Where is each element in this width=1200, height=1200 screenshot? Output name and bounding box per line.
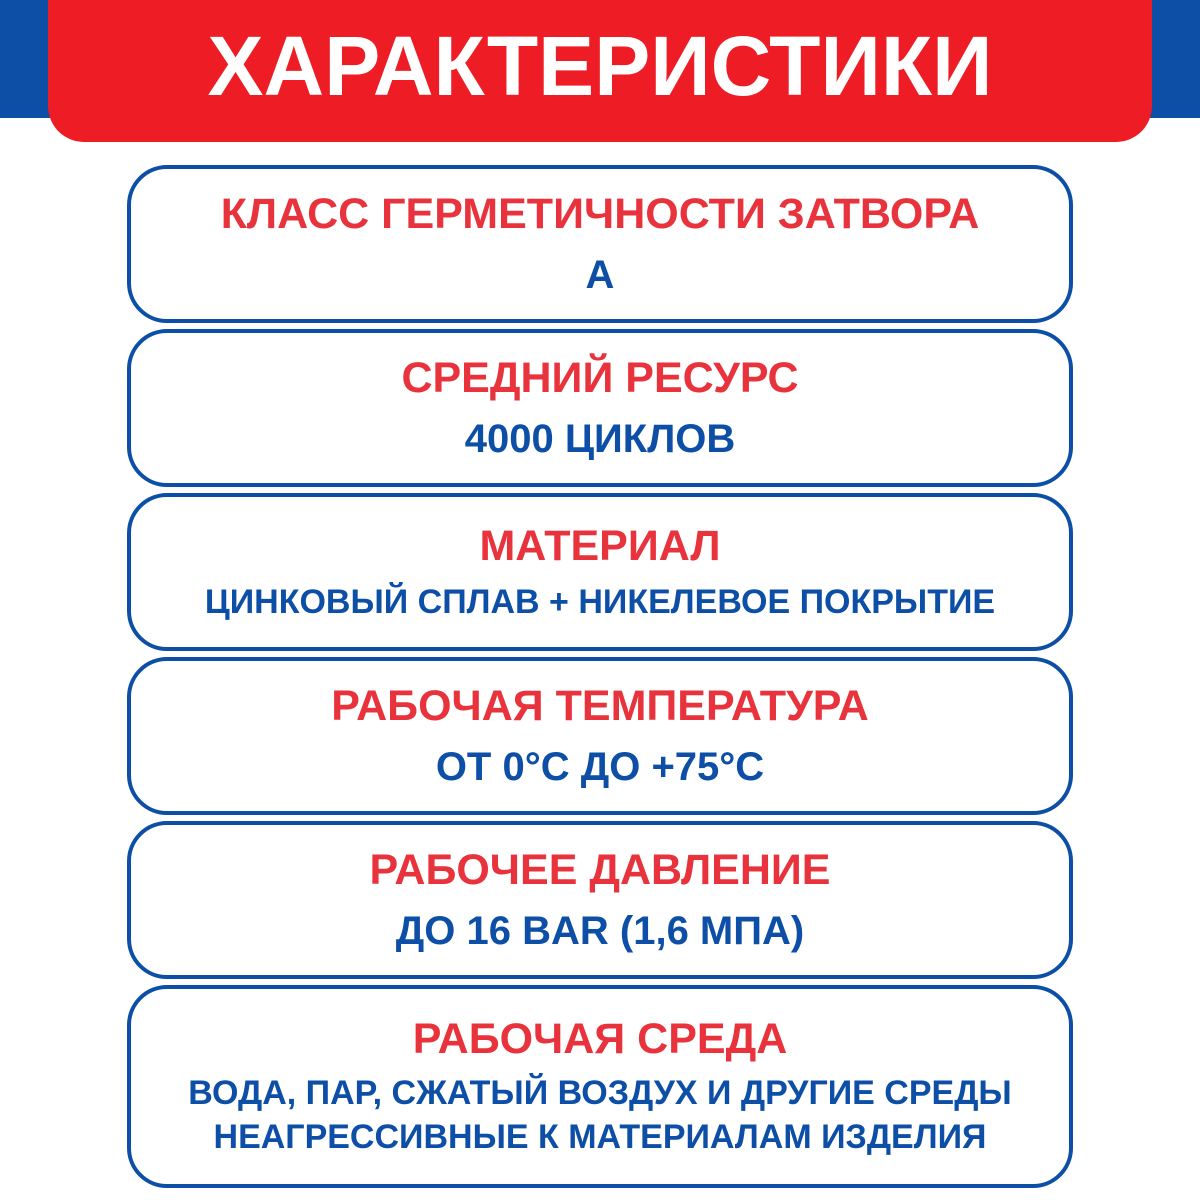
spec-value [188,1071,1011,1159]
spec-title: РАБОЧЕЕ ДАВЛЕНИЕ [369,846,831,895]
spec-value: ДО 16 BAR (1,6 МПА) [395,908,805,953]
spec-value: ОТ 0°С ДО +75°С [435,744,765,789]
spec-card-material [127,493,1073,651]
header-banner [48,0,1152,142]
spec-title: РАБОЧАЯ ТЕМПЕРАТУРА [331,682,869,731]
spec-card-medium [127,985,1073,1188]
spec-card-temperature [127,657,1073,815]
spec-value: 4000 ЦИКЛОВ [464,416,736,461]
spec-value-line: НЕАГРЕССИВНЫЕ К МАТЕРИАЛАМ ИЗДЕЛИЯ [213,1118,987,1157]
spec-value: А [585,252,615,297]
spec-title: МАТЕРИАЛ [479,521,721,570]
spec-title: СРЕДНИЙ РЕСУРС [401,354,799,403]
spec-list [127,165,1073,1188]
spec-value-line: ВОДА, ПАР, СЖАТЫЙ ВОЗДУХ И ДРУГИЕ СРЕДЫ [188,1074,1012,1113]
page-title: ХАРАКТЕРИСТИКИ [207,19,993,113]
spec-card-pressure [127,821,1073,979]
spec-title: КЛАСС ГЕРМЕТИЧНОСТИ ЗАТВОРА [220,190,980,239]
spec-card-resource [127,329,1073,487]
spec-card-seal-class [127,165,1073,323]
spec-title: РАБОЧАЯ СРЕДА [412,1014,788,1063]
spec-value: ЦИНКОВЫЙ СПЛАВ + НИКЕЛЕВОЕ ПОКРЫТИЕ [204,583,996,622]
